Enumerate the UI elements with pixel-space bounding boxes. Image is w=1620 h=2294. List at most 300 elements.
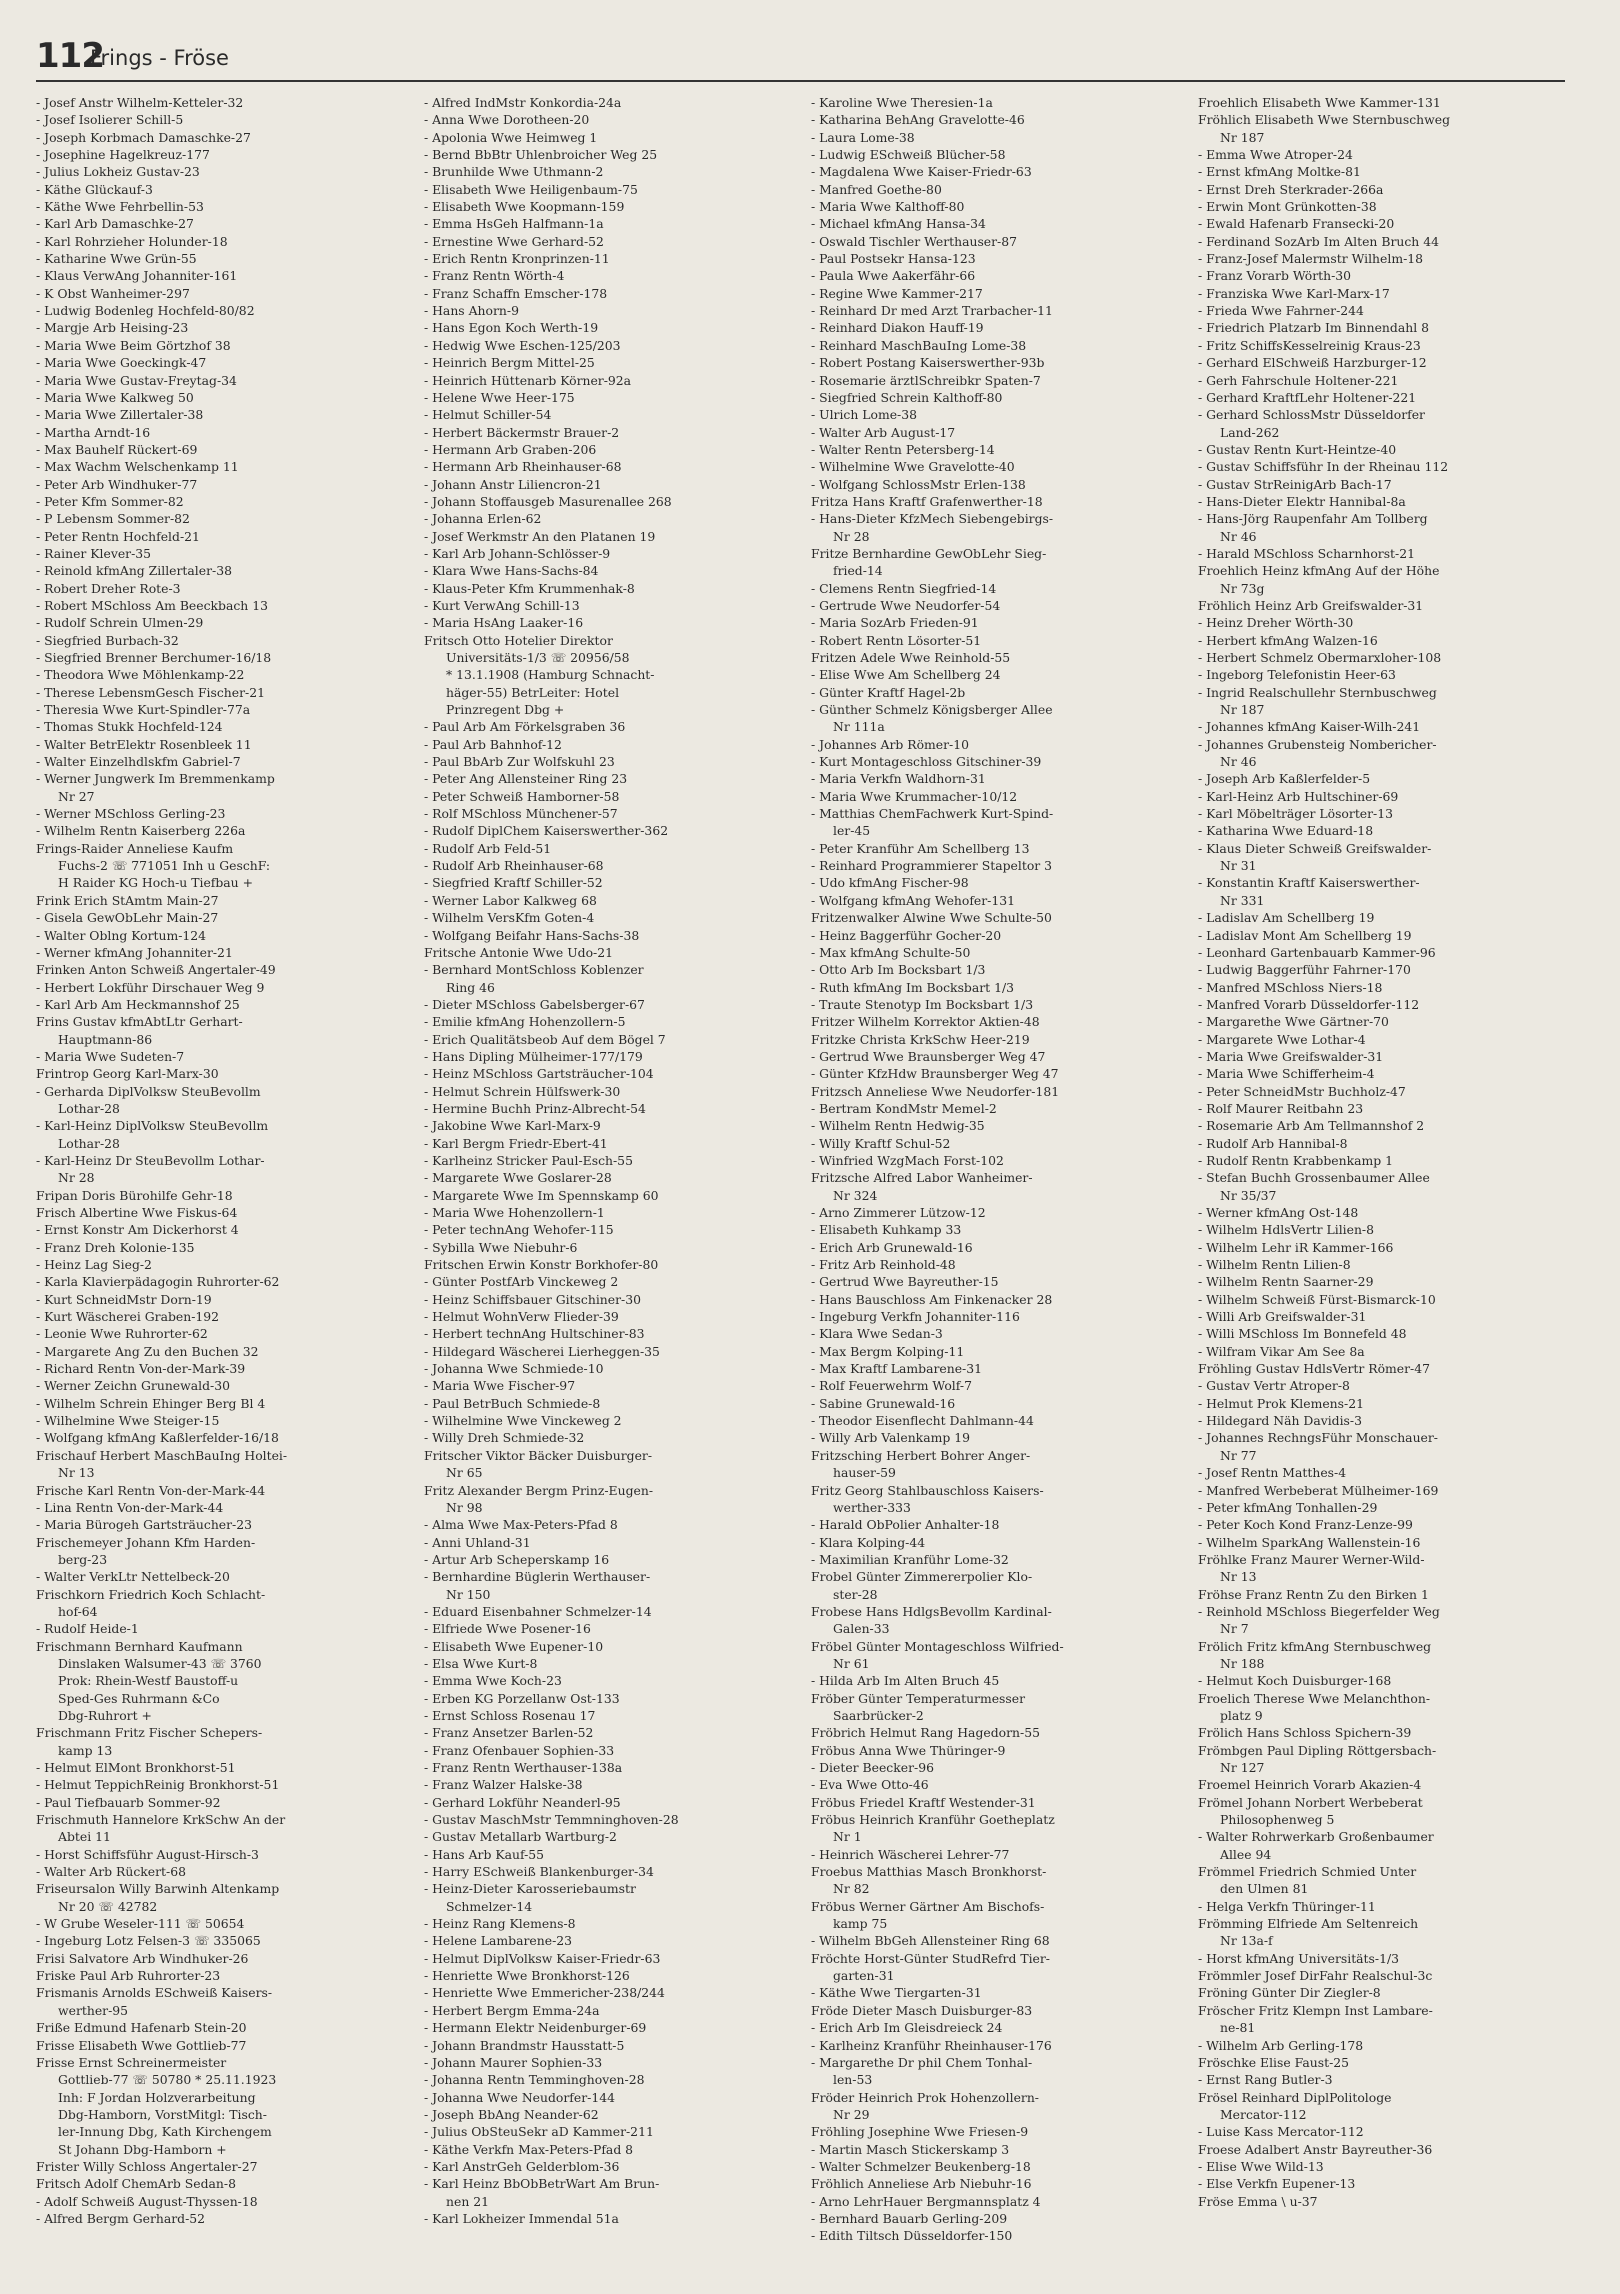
directory-entry-line: - Horst kfmAng Universitäts-1/3	[1198, 1950, 1400, 1966]
directory-entry-line: - Rudolf Schrein Ulmen-29	[36, 615, 204, 631]
directory-entry-line: - Karl-Heinz DiplVolksw SteuBevollm	[36, 1118, 269, 1134]
directory-entry-line: - Klara Wwe Hans-Sachs-84	[424, 563, 599, 579]
directory-entry-line: Frink Erich StAmtm Main-27	[36, 892, 219, 908]
directory-entry-line: - Max Bauhelf Rückert-69	[36, 441, 198, 457]
directory-entry-line: - Johannes kfmAng Kaiser-Wilh-241	[1198, 719, 1421, 735]
directory-entry-line: - Rudolf DiplChem Kaiserswerther-362	[424, 823, 669, 839]
directory-entry-line: Nr 150	[446, 1586, 491, 1602]
directory-entry-line: Nr 20 ☏ 42782	[58, 1898, 158, 1914]
directory-entry-line: Fröbus Friedel Kraftf Westender-31	[811, 1794, 1036, 1810]
page-range: Frings - Fröse	[90, 46, 229, 70]
directory-entry-line: - Siegfried Brenner Berchumer-16/18	[36, 650, 272, 665]
directory-entry-line: Fritza Hans Kraftf Grafenwerther-18	[811, 493, 1043, 509]
directory-entry-line: Dbg-Hamborn, VorstMitgl: Tisch-	[58, 2106, 267, 2122]
directory-entry-line: Fröhlich Anneliese Arb Niebuhr-16	[811, 2176, 1032, 2192]
directory-entry-line: - Willi Arb Greifswalder-31	[1198, 1309, 1367, 1325]
directory-entry-line: Prinzregent Dbg +	[446, 702, 565, 718]
directory-entry-line: Frömbgen Paul Dipling Röttgersbach-	[1198, 1742, 1437, 1758]
directory-entry-line: - Werner kfmAng Johanniter-21	[36, 944, 233, 960]
directory-entry-line: Frömel Johann Norbert Werbeberat	[1198, 1794, 1423, 1810]
directory-entry-line: - Sabine Grunewald-16	[811, 1395, 956, 1411]
directory-entry-line: kamp 75	[833, 1916, 888, 1932]
directory-entry-line: - Herbert kfmAng Walzen-16	[1198, 632, 1378, 648]
directory-entry-line: Nr 27	[58, 788, 95, 804]
directory-entry-line: - Laura Lome-38	[811, 129, 915, 145]
directory-entry-line: - Robert Dreher Rote-3	[36, 580, 181, 596]
directory-entry-line: Frisch Albertine Wwe Fiskus-64	[36, 1205, 238, 1220]
directory-entry-line: - Gustav Rentn Kurt-Heintze-40	[1198, 441, 1397, 457]
directory-entry-line: - Herbert technAng Hultschiner-83	[424, 1326, 645, 1342]
directory-entry-line: Prok: Rhein-Westf Baustoff-u	[58, 1673, 239, 1689]
directory-entry-line: - Ernst kfmAng Moltke-81	[1198, 164, 1361, 180]
directory-entry-line: - Heinrich Bergm Mittel-25	[424, 355, 595, 371]
directory-entry-line: - Robert Postang Kaiserswerther-93b	[811, 355, 1045, 371]
directory-entry-line: - Fritz Arb Reinhold-48	[811, 1257, 956, 1273]
directory-entry-line: - Maria Verkfn Waldhorn-31	[811, 771, 986, 787]
directory-entry-line: - Wolfgang Beifahr Hans-Sachs-38	[424, 927, 640, 943]
directory-entry-line: - Peter SchneidMstr Buchholz-47	[1198, 1083, 1406, 1099]
directory-entry-line: - Max Bergm Kolping-11	[811, 1343, 965, 1359]
directory-entry-line: - Peter Rentn Hochfeld-21	[36, 528, 200, 544]
directory-entry-line: Frische Karl Rentn Von-der-Mark-44	[36, 1482, 266, 1498]
directory-entry-line: - Maria SozArb Frieden-91	[811, 615, 979, 631]
directory-entry-line: - Peter Kranführ Am Schellberg 13	[811, 840, 1030, 856]
directory-entry-line: - Peter Arb Windhuker-77	[36, 476, 198, 492]
directory-entry-line: - Gerharda DiplVolksw SteuBevollm	[36, 1083, 261, 1099]
directory-entry-line: Frischemeyer Johann Kfm Harden-	[36, 1534, 256, 1550]
directory-entry-line: - Kurt SchneidMstr Dorn-19	[36, 1291, 212, 1307]
directory-entry-line: - Wilhelm Rentn Saarner-29	[1198, 1274, 1374, 1290]
directory-entry-line: - Paul Tiefbauarb Sommer-92	[36, 1794, 221, 1810]
directory-entry-line: - Josef Isolierer Schill-5	[36, 112, 184, 128]
directory-entry-line: - Franziska Wwe Karl-Marx-17	[1198, 285, 1390, 301]
directory-entry-line: - Erwin Mont Grünkotten-38	[1198, 199, 1377, 215]
directory-entry-line: - Franz Ansetzer Barlen-52	[424, 1725, 594, 1741]
directory-entry-line: Nr 13	[58, 1465, 95, 1481]
directory-entry-line: Nr 187	[1220, 702, 1265, 718]
directory-entry-line: - Reinhard Dr med Arzt Trarbacher-11	[811, 303, 1053, 319]
directory-entry-line: - Rudolf Arb Rheinhauser-68	[424, 858, 604, 874]
directory-entry-line: Fröde Dieter Masch Duisburger-83	[811, 2002, 1033, 2018]
directory-entry-line: - Reinhold MSchloss Biegerfelder Weg	[1198, 1603, 1440, 1619]
directory-entry-line: Froehlich Heinz kfmAng Auf der Höhe	[1198, 563, 1440, 579]
directory-entry-line: - Dieter Beecker-96	[811, 1760, 934, 1775]
directory-entry-line: - Gustav Schiffsführ In der Rheinau 112	[1198, 459, 1449, 475]
directory-entry-line: - Heinz Rang Klemens-8	[424, 1916, 576, 1932]
directory-entry-line: - Therese LebensmGesch Fischer-21	[36, 684, 265, 700]
directory-entry-line: - Heinz Schiffsbauer Gitschiner-30	[424, 1291, 641, 1307]
directory-entry-line: - Maria Wwe Fischer-97	[424, 1378, 576, 1394]
directory-entry-line: - Eva Wwe Otto-46	[811, 1777, 929, 1793]
directory-entry-line: Nr 77	[1220, 1447, 1257, 1463]
directory-entry-line: - Jakobine Wwe Karl-Marx-9	[424, 1118, 601, 1134]
directory-entry-line: - Wilhelm Rentn Hedwig-35	[811, 1118, 985, 1134]
directory-entry-line: - Apolonia Wwe Heimweg 1	[424, 129, 598, 145]
directory-entry-line: - Emma Wwe Atroper-24	[1198, 147, 1353, 163]
directory-entry-line: - Horst Schiffsführ August-Hirsch-3	[36, 1846, 259, 1862]
directory-entry-line: - Gerhard ElSchweiß Harzburger-12	[1198, 355, 1427, 371]
directory-entry-line: Nr 331	[1220, 892, 1265, 908]
directory-entry-line: Nr 188	[1220, 1655, 1265, 1671]
directory-entry-line: - Fritz SchiffsKesselreinig Kraus-23	[1198, 337, 1421, 353]
directory-entry-line: - Gertrude Wwe Neudorfer-54	[811, 597, 1001, 613]
directory-entry-line: - Josef Anstr Wilhelm-Ketteler-32	[36, 95, 244, 110]
directory-entry-line: - Kurt Montageschloss Gitschiner-39	[811, 754, 1042, 770]
directory-entry-line: - Franz Ofenbauer Sophien-33	[424, 1742, 615, 1758]
directory-entry-line: - Artur Arb Scheperskamp 16	[424, 1551, 610, 1567]
directory-entry-line: - Käthe Wwe Tiergarten-31	[811, 1985, 982, 2001]
directory-entry-line: Philosophenweg 5	[1220, 1812, 1335, 1828]
directory-entry-line: - Heinrich Wäscherei Lehrer-77	[811, 1846, 1010, 1862]
directory-entry-line: - Paul BetrBuch Schmiede-8	[424, 1395, 601, 1411]
directory-entry-line: - Anna Wwe Dorotheen-20	[424, 112, 590, 128]
directory-entry-line: - Peter technAng Wehofer-115	[424, 1222, 614, 1238]
directory-entry-line: - Elisabeth Wwe Heiligenbaum-75	[424, 181, 638, 197]
directory-entry-line: - Margarethe Dr phil Chem Tonhal-	[811, 2054, 1033, 2070]
directory-entry-line: Froese Adalbert Anstr Bayreuther-36	[1198, 2141, 1433, 2157]
directory-entry-line: - Paula Wwe Aakerfähr-66	[811, 268, 976, 284]
directory-entry-line: - Luise Kass Mercator-112	[1198, 2124, 1364, 2140]
directory-entry-line: - Walter VerkLtr Nettelbeck-20	[36, 1569, 230, 1585]
directory-entry-line: - Maria Wwe Krummacher-10/12	[811, 788, 1018, 804]
directory-entry-line: - Wilfram Vikar Am See 8a	[1198, 1343, 1365, 1359]
directory-entry-line: - K Obst Wanheimer-297	[36, 285, 190, 301]
directory-entry-line: - Rudolf Heide-1	[36, 1621, 139, 1637]
directory-entry-line: ster-28	[833, 1586, 878, 1602]
directory-entry-line: Fritscher Viktor Bäcker Duisburger-	[424, 1447, 653, 1463]
directory-entry-line: - Maria Wwe Kalkweg 50	[36, 389, 194, 405]
directory-entry-line: - Emma HsGeh Halfmann-1a	[424, 216, 604, 232]
directory-entry-line: - Heinz Dreher Wörth-30	[1198, 615, 1354, 631]
directory-entry-line: den Ulmen 81	[1220, 1881, 1309, 1897]
directory-entry-line: - Helmut TeppichReinig Bronkhorst-51	[36, 1777, 280, 1793]
directory-entry-line: Fröbrich Helmut Rang Hagedorn-55	[811, 1725, 1040, 1741]
directory-entry-line: - Paul BbArb Zur Wolfskuhl 23	[424, 754, 615, 770]
directory-entry-line: - Winfried WzgMach Forst-102	[811, 1152, 1004, 1168]
directory-entry-line: - Hans-Dieter KfzMech Siebengebirgs-	[811, 511, 1054, 527]
directory-entry-line: Frings-Raider Anneliese Kaufm	[36, 840, 234, 856]
directory-entry-line: nen 21	[446, 2193, 489, 2209]
directory-entry-line: Fritz Alexander Bergm Prinz-Eugen-	[424, 1482, 654, 1498]
directory-entry-line: - Gertrud Wwe Braunsberger Weg 47	[811, 1048, 1046, 1064]
directory-entry-line: Frösel Reinhard DiplPolitologe	[1198, 2089, 1392, 2105]
directory-entry-line: - Peter Schweiß Hamborner-58	[424, 788, 620, 804]
directory-entry-line: len-53	[833, 2072, 873, 2088]
directory-entry-line: - Arno Zimmerer Lützow-12	[811, 1205, 986, 1220]
directory-entry-line: - Johanna Wwe Neudorfer-144	[424, 2089, 615, 2105]
directory-entry-line: Allee 94	[1220, 1846, 1272, 1862]
directory-entry-line: - Ernst Schloss Rosenau 17	[424, 1707, 596, 1723]
directory-entry-line: Fuchs-2 ☏ 771051 Inh u GeschF:	[58, 858, 271, 874]
directory-entry-line: - Maria Wwe Beim Görtzhof 38	[36, 337, 231, 353]
directory-entry-line: - Peter Kfm Sommer-82	[36, 493, 184, 509]
directory-entry-line: - Helmut ElMont Bronkhorst-51	[36, 1760, 236, 1775]
directory-entry-line: - Josephine Hagelkreuz-177	[36, 147, 210, 163]
directory-entry-line: - Alma Wwe Max-Peters-Pfad 8	[424, 1517, 618, 1533]
directory-entry-line: - Leonhard Gartenbauarb Kammer-96	[1198, 944, 1436, 960]
directory-entry-line: Fröhlke Franz Maurer Werner-Wild-	[1198, 1551, 1425, 1567]
directory-entry-line: - Johannes Grubensteig Nombericher-	[1198, 736, 1437, 752]
directory-entry-line: - Gustav Metallarb Wartburg-2	[424, 1829, 617, 1845]
directory-entry-line: - Dieter MSchloss Gabelsberger-67	[424, 996, 645, 1012]
directory-entry-line: - Hans Bauschloss Am Finkenacker 28	[811, 1291, 1053, 1307]
directory-entry-line: - Walter Schmelzer Beukenberg-18	[811, 2158, 1031, 2174]
directory-entry-line: - Brunhilde Wwe Uthmann-2	[424, 164, 604, 180]
directory-entry-line: - Walter Rohrwerkarb Großenbaumer	[1198, 1829, 1434, 1845]
directory-entry-line: - Ingeborg Telefonistin Heer-63	[1198, 667, 1396, 683]
directory-entry-line: - Ladislav Mont Am Schellberg 19	[1198, 927, 1412, 943]
directory-entry-line: - Robert Rentn Lösorter-51	[811, 632, 982, 648]
directory-entry-line: - Ludwig Bodenleg Hochfeld-80/82	[36, 303, 255, 319]
directory-entry-line: - Franz-Josef Malermstr Wilhelm-18	[1198, 251, 1424, 267]
directory-entry-line: - Margarete Wwe Goslarer-28	[424, 1170, 612, 1186]
directory-entry-line: - Walter Oblng Kortum-124	[36, 927, 207, 943]
directory-entry-line: Fritsch Otto Hotelier Direktor	[424, 632, 613, 648]
directory-entry-line: - Maria Wwe Greifswalder-31	[1198, 1048, 1384, 1064]
directory-entry-line: - Ernst Konstr Am Dickerhorst 4	[36, 1222, 239, 1238]
directory-entry-line: - Herbert Schmelz Obermarxloher-108	[1198, 650, 1442, 665]
directory-entry-line: - Heinz Lag Sieg-2	[36, 1257, 152, 1273]
directory-entry-line: - Elisabeth Kuhkamp 33	[811, 1222, 962, 1238]
directory-entry-line: - Matthias ChemFachwerk Kurt-Spind-	[811, 806, 1054, 822]
directory-entry-line: Nr 46	[1220, 528, 1257, 544]
directory-entry-line: - Helmut WohnVerw Flieder-39	[424, 1309, 619, 1325]
directory-entry-line: - Ferdinand SozArb Im Alten Bruch 44	[1198, 233, 1439, 249]
directory-entry-line: - Bernhardine Büglerin Werthauser-	[424, 1569, 651, 1585]
directory-entry-line: - Franz Schaffn Emscher-178	[424, 285, 608, 301]
directory-entry-line: Frischkorn Friedrich Koch Schlacht-	[36, 1586, 266, 1602]
directory-entry-line: - Manfred Vorarb Düsseldorfer-112	[1198, 996, 1420, 1012]
directory-entry-line: Nr 324	[833, 1187, 878, 1203]
directory-entry-line: - Josef Rentn Matthes-4	[1198, 1465, 1347, 1481]
directory-entry-line: - Klaus-Peter Kfm Krummenhak-8	[424, 580, 635, 596]
directory-entry-line: - Konstantin Kraftf Kaiserswerther-	[1198, 875, 1420, 891]
directory-entry-line: Frister Willy Schloss Angertaler-27	[36, 2158, 258, 2174]
directory-entry-line: Frisse Elisabeth Wwe Gottlieb-77	[36, 2037, 247, 2053]
directory-entry-line: - Gerhard SchlossMstr Düsseldorfer	[1198, 407, 1425, 423]
directory-entry-line: Friseursalon Willy Barwinh Altenkamp	[36, 1881, 280, 1897]
directory-entry-line: - Hans Arb Kauf-55	[424, 1846, 545, 1862]
directory-entry-line: - Hans Ahorn-9	[424, 303, 519, 319]
page-number: 112	[36, 36, 104, 76]
directory-entry-line: - Karl Möbelträger Lösorter-13	[1198, 806, 1394, 822]
directory-entry-line: Frömming Elfriede Am Seltenreich	[1198, 1916, 1419, 1932]
directory-entry-line: Fröscher Fritz Klempn Inst Lambare-	[1198, 2002, 1433, 2018]
directory-entry-line: - Henriette Wwe Bronkhorst-126	[424, 1968, 630, 1984]
directory-entry-line: Nr 7	[1220, 1621, 1249, 1637]
directory-entry-line: - Elisabeth Wwe Eupener-10	[424, 1638, 604, 1654]
directory-entry-line: - Johannes Arb Römer-10	[811, 736, 969, 752]
directory-entry-line: - Walter Rentn Petersberg-14	[811, 441, 995, 457]
directory-entry-line: Nr 187	[1220, 129, 1265, 145]
directory-entry-line: - Wilhelmine Wwe Vinckeweg 2	[424, 1413, 622, 1429]
directory-entry-line: - Karl-Heinz Arb Hultschiner-69	[1198, 788, 1399, 804]
directory-entry-line: - Klaus VerwAng Johanniter-161	[36, 268, 238, 284]
directory-entry-line: - Henriette Wwe Emmericher-238/244	[424, 1985, 665, 2001]
directory-entry-line: - Helga Verkfn Thüringer-11	[1198, 1898, 1376, 1914]
directory-entry-line: - Maria Wwe Zillertaler-38	[36, 407, 204, 423]
directory-entry-line: - Peter Koch Kond Franz-Lenze-99	[1198, 1517, 1413, 1533]
directory-entry-line: Fröhse Franz Rentn Zu den Birken 1	[1198, 1586, 1429, 1602]
directory-entry-line: Fröber Günter Temperaturmesser	[811, 1690, 1026, 1706]
directory-entry-line: - Emilie kfmAng Hohenzollern-5	[424, 1014, 626, 1030]
directory-entry-line: werther-95	[58, 2002, 129, 2018]
directory-entry-line: - Robert MSchloss Am Beeckbach 13	[36, 597, 268, 613]
directory-entry-line: Fröhlich Heinz Arb Greifswalder-31	[1198, 597, 1424, 613]
directory-entry-line: Fröhling Gustav HdlsVertr Römer-47	[1198, 1361, 1430, 1377]
directory-entry-line: - Clemens Rentn Siegfried-14	[811, 580, 997, 596]
directory-entry-line: Frischauf Herbert MaschBauIng Holtei-	[36, 1447, 288, 1463]
directory-entry-line: - Ludwig ESchweiß Blücher-58	[811, 147, 1006, 163]
directory-entry-line: - Rosemarie Arb Am Tellmannshof 2	[1198, 1118, 1425, 1134]
directory-entry-line: - Regine Wwe Kammer-217	[811, 285, 983, 301]
directory-entry-line: - Wilhelm HdlsVertr Lilien-8	[1198, 1222, 1374, 1238]
directory-entry-line: Fröchte Horst-Günter StudRefrd Tier-	[811, 1950, 1050, 1966]
directory-entry-line: - Ladislav Am Schellberg 19	[1198, 910, 1375, 926]
directory-entry-line: St Johann Dbg-Hamborn +	[58, 2141, 227, 2157]
directory-entry-line: - Karl AnstrGeh Gelderblom-36	[424, 2158, 620, 2174]
directory-entry-line: - Margje Arb Heising-23	[36, 320, 189, 336]
directory-entry-line: H Raider KG Hoch-u Tiefbau +	[58, 875, 253, 891]
column-2	[424, 94, 794, 2227]
directory-entry-line: - Hans-Jörg Raupenfahr Am Tollberg	[1198, 511, 1428, 527]
directory-entry-line: - Günter PostfArb Vinckeweg 2	[424, 1274, 619, 1290]
directory-entry-line: - Johanna Rentn Temminghoven-28	[424, 2072, 645, 2088]
directory-entry-line: - Heinz-Dieter Karosseriebaumstr	[424, 1881, 636, 1897]
directory-entry-line: - Theodor Eisenflecht Dahlmann-44	[811, 1413, 1034, 1429]
directory-entry-line: Fritzen Adele Wwe Reinhold-55	[811, 650, 1011, 665]
directory-entry-line: - Günter Kraftf Hagel-2b	[811, 684, 966, 700]
directory-entry-line: - Reinhard Diakon Hauff-19	[811, 320, 984, 336]
directory-entry-line: Fritzsche Alfred Labor Wanheimer-	[811, 1170, 1033, 1186]
directory-entry-line: - Elisabeth Wwe Koopmann-159	[424, 199, 625, 215]
directory-entry-line: - Erben KG Porzellanw Ost-133	[424, 1690, 620, 1706]
directory-entry-line: Froelich Therese Wwe Melanchthon-	[1198, 1690, 1431, 1706]
directory-entry-line: - Günther Schmelz Königsberger Allee	[811, 702, 1053, 718]
directory-entry-line: - Franz Rentn Werthauser-138a	[424, 1760, 623, 1775]
directory-entry-line: - Rudolf Rentn Krabbenkamp 1	[1198, 1152, 1393, 1168]
directory-entry-line: - Johann Brandmstr Hausstatt-5	[424, 2037, 625, 2053]
directory-entry-line: - Margarethe Wwe Gärtner-70	[1198, 1014, 1389, 1030]
directory-entry-line: Frischmuth Hannelore KrkSchw An der	[36, 1812, 286, 1828]
directory-entry-line: - Lina Rentn Von-der-Mark-44	[36, 1499, 224, 1515]
directory-entry-line: - Michael kfmAng Hansa-34	[811, 216, 986, 232]
directory-entry-line: - Kurt Wäscherei Graben-192	[36, 1309, 220, 1325]
directory-entry-line: - Rosemarie ärztlSchreibkr Spaten-7	[811, 372, 1041, 388]
directory-entry-line: - Karla Klavierpädagogin Ruhrorter-62	[36, 1274, 280, 1290]
directory-entry-line: Frisi Salvatore Arb Windhuker-26	[36, 1950, 249, 1966]
directory-entry-line: - Herbert Bäckermstr Brauer-2	[424, 424, 620, 440]
directory-entry-line: - Karl Lokheizer Immendal 51a	[424, 2210, 619, 2226]
directory-entry-line: - Helene Lambarene-23	[424, 1933, 573, 1949]
directory-entry-line: - Käthe Verkfn Max-Peters-Pfad 8	[424, 2141, 634, 2157]
directory-entry-line: - Katharine Wwe Grün-55	[36, 251, 197, 267]
directory-entry-line: Frischmann Fritz Fischer Schepers-	[36, 1725, 263, 1741]
directory-entry-line: Universitäts-1/3 ☏ 20956/58	[446, 650, 630, 665]
column-4	[1198, 94, 1568, 2210]
directory-entry-line: - Edith Tiltsch Düsseldorfer-150	[811, 2228, 1013, 2244]
directory-entry-line: Frobese Hans HdlgsBevollm Kardinal-	[811, 1603, 1052, 1619]
directory-entry-line: - Willy Kraftf Schul-52	[811, 1135, 951, 1151]
directory-entry-line: - Wilhelm Arb Gerling-178	[1198, 2037, 1364, 2053]
directory-entry-line: - Margarete Wwe Im Spennskamp 60	[424, 1187, 659, 1203]
directory-entry-line: - Hildegard Näh Davidis-3	[1198, 1413, 1362, 1429]
directory-entry-line: Nr 29	[833, 2106, 870, 2122]
directory-entry-line: Inh: F Jordan Holzverarbeitung	[58, 2089, 256, 2105]
directory-entry-line: - W Grube Weseler-111 ☏ 50654	[36, 1916, 245, 1932]
directory-entry-line: - Willy Dreh Schmiede-32	[424, 1430, 585, 1446]
directory-entry-line: ler-45	[833, 823, 871, 839]
directory-entry-line: - Klara Kolping-44	[811, 1534, 926, 1550]
directory-entry-line: Frömmler Josef DirFahr Realschul-3c	[1198, 1968, 1433, 1984]
directory-entry-line: - Theodora Wwe Möhlenkamp-22	[36, 667, 245, 683]
directory-entry-line: Fröschke Elise Faust-25	[1198, 2054, 1350, 2070]
directory-entry-line: - Julius Lokheiz Gustav-23	[36, 164, 200, 180]
directory-entry-line: - Werner Labor Kalkweg 68	[424, 892, 597, 908]
directory-entry-line: - Leonie Wwe Ruhrorter-62	[36, 1326, 208, 1342]
directory-entry-line: Fritzsching Herbert Bohrer Anger-	[811, 1447, 1031, 1463]
directory-entry-line: Fröhling Josephine Wwe Friesen-9	[811, 2124, 1029, 2140]
directory-entry-line: - Käthe Wwe Fehrbellin-53	[36, 199, 204, 215]
directory-entry-line: - Bernd BbBtr Uhlenbroicher Weg 25	[424, 147, 658, 163]
directory-entry-line: - Maria Wwe Sudeten-7	[36, 1048, 185, 1064]
directory-entry-line: - Elise Wwe Wild-13	[1198, 2158, 1324, 2174]
directory-entry-line: - Herbert Bergm Emma-24a	[424, 2002, 600, 2018]
directory-entry-line: - Karoline Wwe Theresien-1a	[811, 95, 993, 110]
directory-entry-line: - Elfriede Wwe Posener-16	[424, 1621, 591, 1637]
directory-entry-line: Nr 111a	[833, 719, 885, 735]
directory-entry-line: werther-333	[833, 1499, 911, 1515]
directory-entry-line: - Helmut Koch Duisburger-168	[1198, 1673, 1392, 1689]
directory-entry-line: - Helmut DiplVolksw Kaiser-Friedr-63	[424, 1950, 661, 1966]
directory-entry-line: - Maria Wwe Goeckingk-47	[36, 355, 207, 371]
directory-entry-line: - Rolf Feuerwehrm Wolf-7	[811, 1378, 972, 1394]
directory-entry-line: Fröder Heinrich Prok Hohenzollern-	[811, 2089, 1039, 2105]
directory-entry-line: Fröning Günter Dir Ziegler-8	[1198, 1985, 1381, 2001]
directory-entry-line: Dinslaken Walsumer-43 ☏ 3760	[58, 1655, 262, 1671]
directory-entry-line: - Erich Arb Grunewald-16	[811, 1239, 973, 1255]
directory-entry-line: - Willy Arb Valenkamp 19	[811, 1430, 970, 1446]
directory-entry-line: - Rainer Klever-35	[36, 545, 152, 561]
directory-entry-line: - Ernestine Wwe Gerhard-52	[424, 233, 604, 249]
directory-entry-line: ne-81	[1220, 2020, 1256, 2036]
directory-entry-line: - Ingeburg Verkfn Johanniter-116	[811, 1309, 1020, 1325]
directory-entry-line: - Günter KfzHdw Braunsberger Weg 47	[811, 1066, 1059, 1082]
directory-entry-line: - Richard Rentn Von-der-Mark-39	[36, 1361, 246, 1377]
column-3	[811, 94, 1181, 2245]
directory-entry-line: Nr 35/37	[1220, 1187, 1277, 1203]
directory-entry-line: Fritzke Christa KrkSchw Heer-219	[811, 1031, 1030, 1047]
directory-entry-line: - Anni Uhland-31	[424, 1534, 531, 1550]
directory-entry-line: - Karlheinz Stricker Paul-Esch-55	[424, 1152, 633, 1168]
directory-entry-line: - Rudolf Arb Hannibal-8	[1198, 1135, 1348, 1151]
directory-entry-line: - P Lebensm Sommer-82	[36, 511, 190, 527]
directory-entry-line: - Werner Jungwerk Im Bremmenkamp	[36, 771, 275, 787]
directory-entry-line: - Johanna Erlen-62	[424, 511, 542, 527]
directory-entry-line: - Ludwig Baggerführ Fahrner-170	[1198, 962, 1411, 978]
directory-entry-line: Hauptmann-86	[58, 1031, 153, 1047]
directory-entry-line: - Kurt VerwAng Schill-13	[424, 597, 580, 613]
directory-entry-line: - Oswald Tischler Werthauser-87	[811, 233, 1018, 249]
directory-entry-line: Abtei 11	[58, 1829, 111, 1845]
directory-entry-line: - Maximilian Kranführ Lome-32	[811, 1551, 1009, 1567]
directory-entry-line: - Bernhard MontSchloss Koblenzer	[424, 962, 644, 978]
directory-entry-line: Nr 61	[833, 1655, 870, 1671]
directory-entry-line: - Karl Rohrzieher Holunder-18	[36, 233, 228, 249]
directory-entry-line: - Margarete Ang Zu den Buchen 32	[36, 1343, 259, 1359]
directory-entry-line: - Maria Wwe Schifferheim-4	[1198, 1066, 1375, 1082]
directory-entry-line: - Siegfried Burbach-32	[36, 632, 179, 648]
